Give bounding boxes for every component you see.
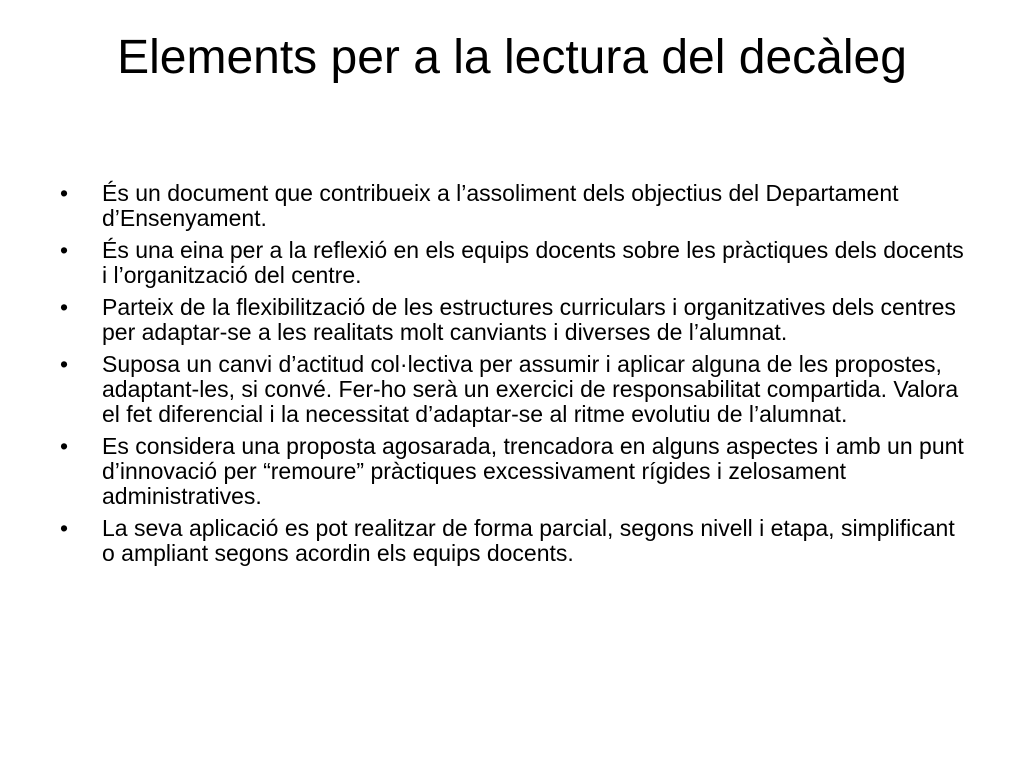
bullet-dot-icon: •: [60, 433, 69, 459]
bullet-dot-icon: •: [60, 180, 69, 206]
bullet-text: Suposa un canvi d’actitud col·lectiva per assumir i aplicar alguna de les propostes, adaptant-les, si convé. Fer-ho serà un exercici de responsabilitat compartida. Valora el fet diferencial i la necessitat d’adaptar-se al ritme evolutiu de l’alumnat.: [102, 351, 959, 427]
bullet-text: Es considera una proposta agosarada, trencadora en alguns aspectes i amb un punt d’innovació per “remoure” pràctiques excessivament rígides i zelosament administratives.: [102, 433, 964, 509]
bullet-item: [60, 434, 965, 509]
slide-title: Elements per a la lectura del decàleg: [117, 31, 907, 84]
bullet-list: [60, 181, 965, 573]
bullet-dot-icon: •: [60, 351, 69, 377]
bullet-dot-icon: •: [60, 237, 69, 263]
bullet-item: [60, 238, 965, 288]
bullet-text: La seva aplicació es pot realitzar de forma parcial, segons nivell i etapa, simplificant o ampliant segons acordin els equips docents.: [102, 515, 955, 566]
bullet-dot-icon: •: [60, 294, 69, 320]
bullet-item: [60, 516, 965, 566]
bullet-item: [60, 181, 965, 231]
bullet-item: [60, 352, 965, 427]
bullet-dot-icon: •: [60, 515, 69, 541]
bullet-text: És una eina per a la reflexió en els equips docents sobre les pràctiques dels docents i l’organització del centre.: [102, 237, 964, 288]
bullet-text: Parteix de la flexibilització de les estructures curriculars i organitzatives dels centres per adaptar-se a les realitats molt canviants i diverses de l’alumnat.: [102, 294, 956, 345]
bullet-text: És un document que contribueix a l’assoliment dels objectius del Departament d’Ensenyament.: [102, 180, 899, 231]
bullet-item: [60, 295, 965, 345]
